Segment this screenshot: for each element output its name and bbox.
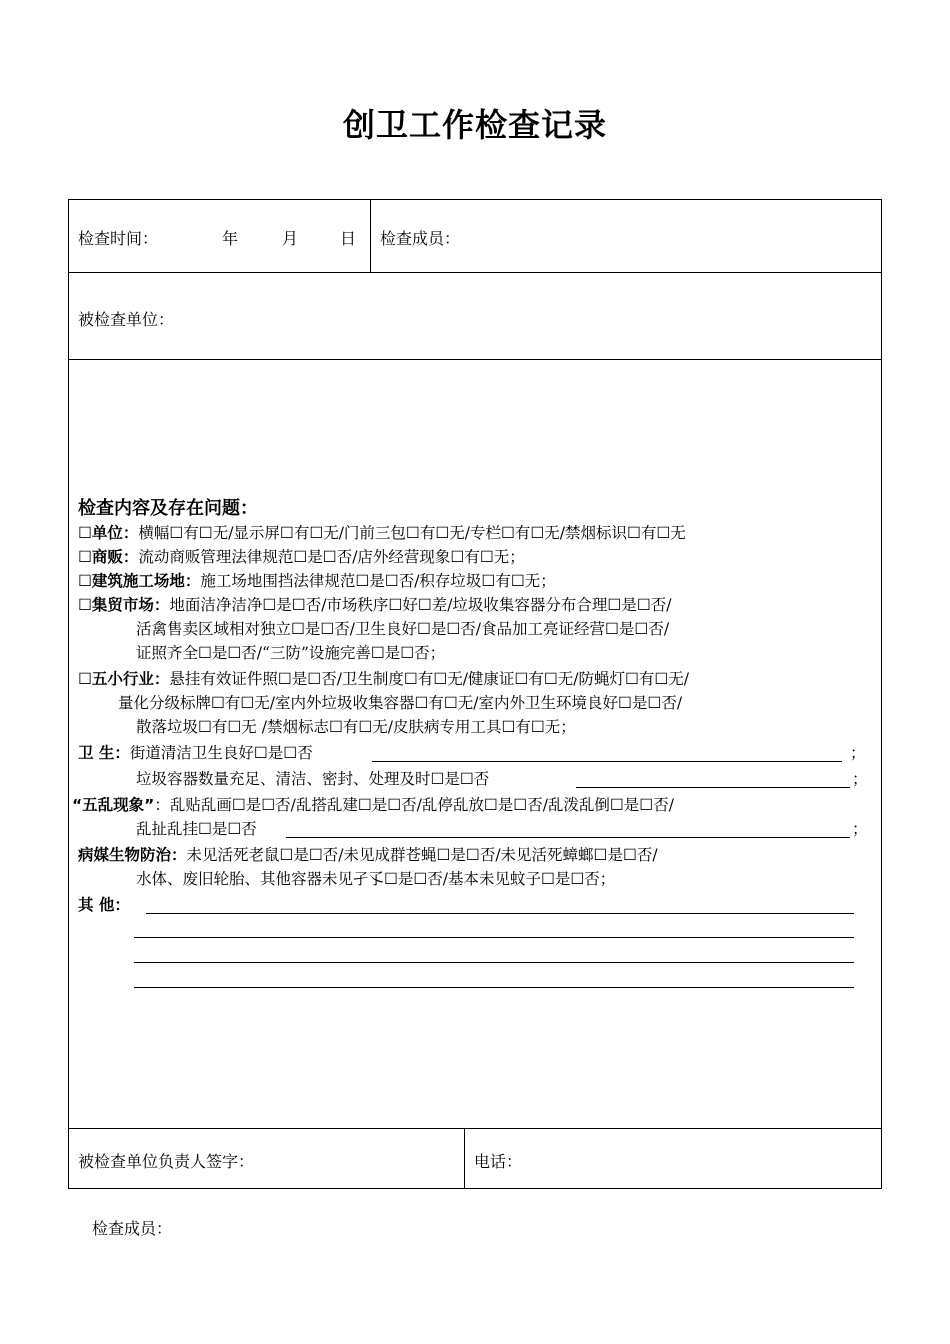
small-industry-line-1 [78,667,689,691]
year-label: 年 [222,229,239,248]
market-line-1 [78,593,671,617]
row-divider [68,1128,882,1129]
unit-label: ☐单位： [78,524,139,542]
row-divider [68,272,882,273]
column-divider [464,1128,465,1189]
day-label: 日 [340,229,357,248]
construction-text: 施工场地围挡法律规范☐是☐否/积存垃圾☐有☐无； [200,572,556,590]
inspection-content [72,495,868,995]
hygiene-text-1: 街道清洁卫生良好☐是☐否 [129,744,313,762]
chaos-line-2: 乱扯乱挂☐是☐否 [136,820,257,838]
hygiene-fill-line-2 [576,787,850,788]
unit-line [78,521,686,545]
hygiene-line-2: 垃圾容器数量充足、清洁、密封、处理及时☐是☐否 [136,770,490,788]
other-fill-line-2 [134,937,854,938]
chaos-label: “五乱现象” [72,796,155,814]
small-industry-label: ☐五小行业： [78,670,170,688]
market-label: ☐集贸市场： [78,596,170,614]
chaos-line-1 [72,793,674,817]
construction-line [78,569,556,593]
vector-line-2: 水体、废旧轮胎、其他容器未见孑孓☐是☐否/基本未见蚊子☐是☐否； [136,870,616,888]
vector-label: 病媒生物防治： [78,846,187,864]
hygiene-end-1: ； [850,744,866,762]
small-industry-text-1: 悬挂有效证件照☐是☐否/卫生制度☐有☐无/健康证☐有☐无/防蝇灯☐有☐无/ [169,670,689,688]
hygiene-label: 卫 生： [78,744,130,762]
inspect-time-label: 检查时间： [78,229,159,248]
chaos-fill-line [286,837,850,838]
month-label: 月 [282,229,299,248]
chaos-end: ； [852,820,868,838]
sign-label: 被检查单位负责人签字： [78,1152,255,1171]
chaos-text-1: ：乱贴乱画☐是☐否/乱搭乱建☐是☐否/乱停乱放☐是☐否/乱泼乱倒☐是☐否/ [154,796,674,814]
hygiene-fill-line-1 [372,761,842,762]
page-title: 创卫工作检查记录 [342,106,607,144]
phone-label: 电话： [474,1152,523,1171]
vector-text-1: 未见活死老鼠☐是☐否/未见成群苍蝇☐是☐否/未见活死蟑螂☐是☐否/ [186,846,658,864]
inspect-members-label: 检查成员： [380,229,461,248]
hygiene-end-2: ； [852,770,868,788]
vendor-label: ☐商贩： [78,548,139,566]
other-fill-line-4 [134,987,854,988]
vendor-text: 流动商贩管理法律规范☐是☐否/店外经营现象☐有☐无； [138,548,525,566]
construction-label: ☐建筑施工场地： [78,572,201,590]
market-line-3: 证照齐全☐是☐否/“三防”设施完善☐是☐否； [136,644,446,662]
market-text-1: 地面洁净洁净☐是☐否/市场秩序☐好☐差/垃圾收集容器分布合理☐是☐否/ [169,596,672,614]
other-fill-line-3 [134,962,854,963]
other-label: 其 他： [78,896,130,914]
hygiene-line-1 [78,741,313,765]
inspected-unit-label: 被检查单位： [78,310,175,329]
bottom-members-label: 检查成员： [92,1219,173,1238]
vendor-line [78,545,525,569]
content-heading: 检查内容及存在问题： [78,498,258,519]
small-industry-line-3: 散落垃圾☐有☐无 /禁烟标志☐有☐无/皮肤病专用工具☐有☐无； [136,718,576,736]
column-divider [370,199,371,272]
other-fill-line-1 [146,913,854,914]
small-industry-line-2: 量化分级标牌☐有☐无/室内外垃圾收集容器☐有☐无/室内外卫生环境良好☐是☐否/ [118,694,683,712]
row-divider [68,359,882,360]
market-line-2: 活禽售卖区域相对独立☐是☐否/卫生良好☐是☐否/食品加工亮证经营☐是☐否/ [136,620,670,638]
vector-line-1 [78,843,658,867]
unit-text: 横幅☐有☐无/显示屏☐有☐无/门前三包☐有☐无/专栏☐有☐无/禁烟标识☐有☐无 [138,524,686,542]
